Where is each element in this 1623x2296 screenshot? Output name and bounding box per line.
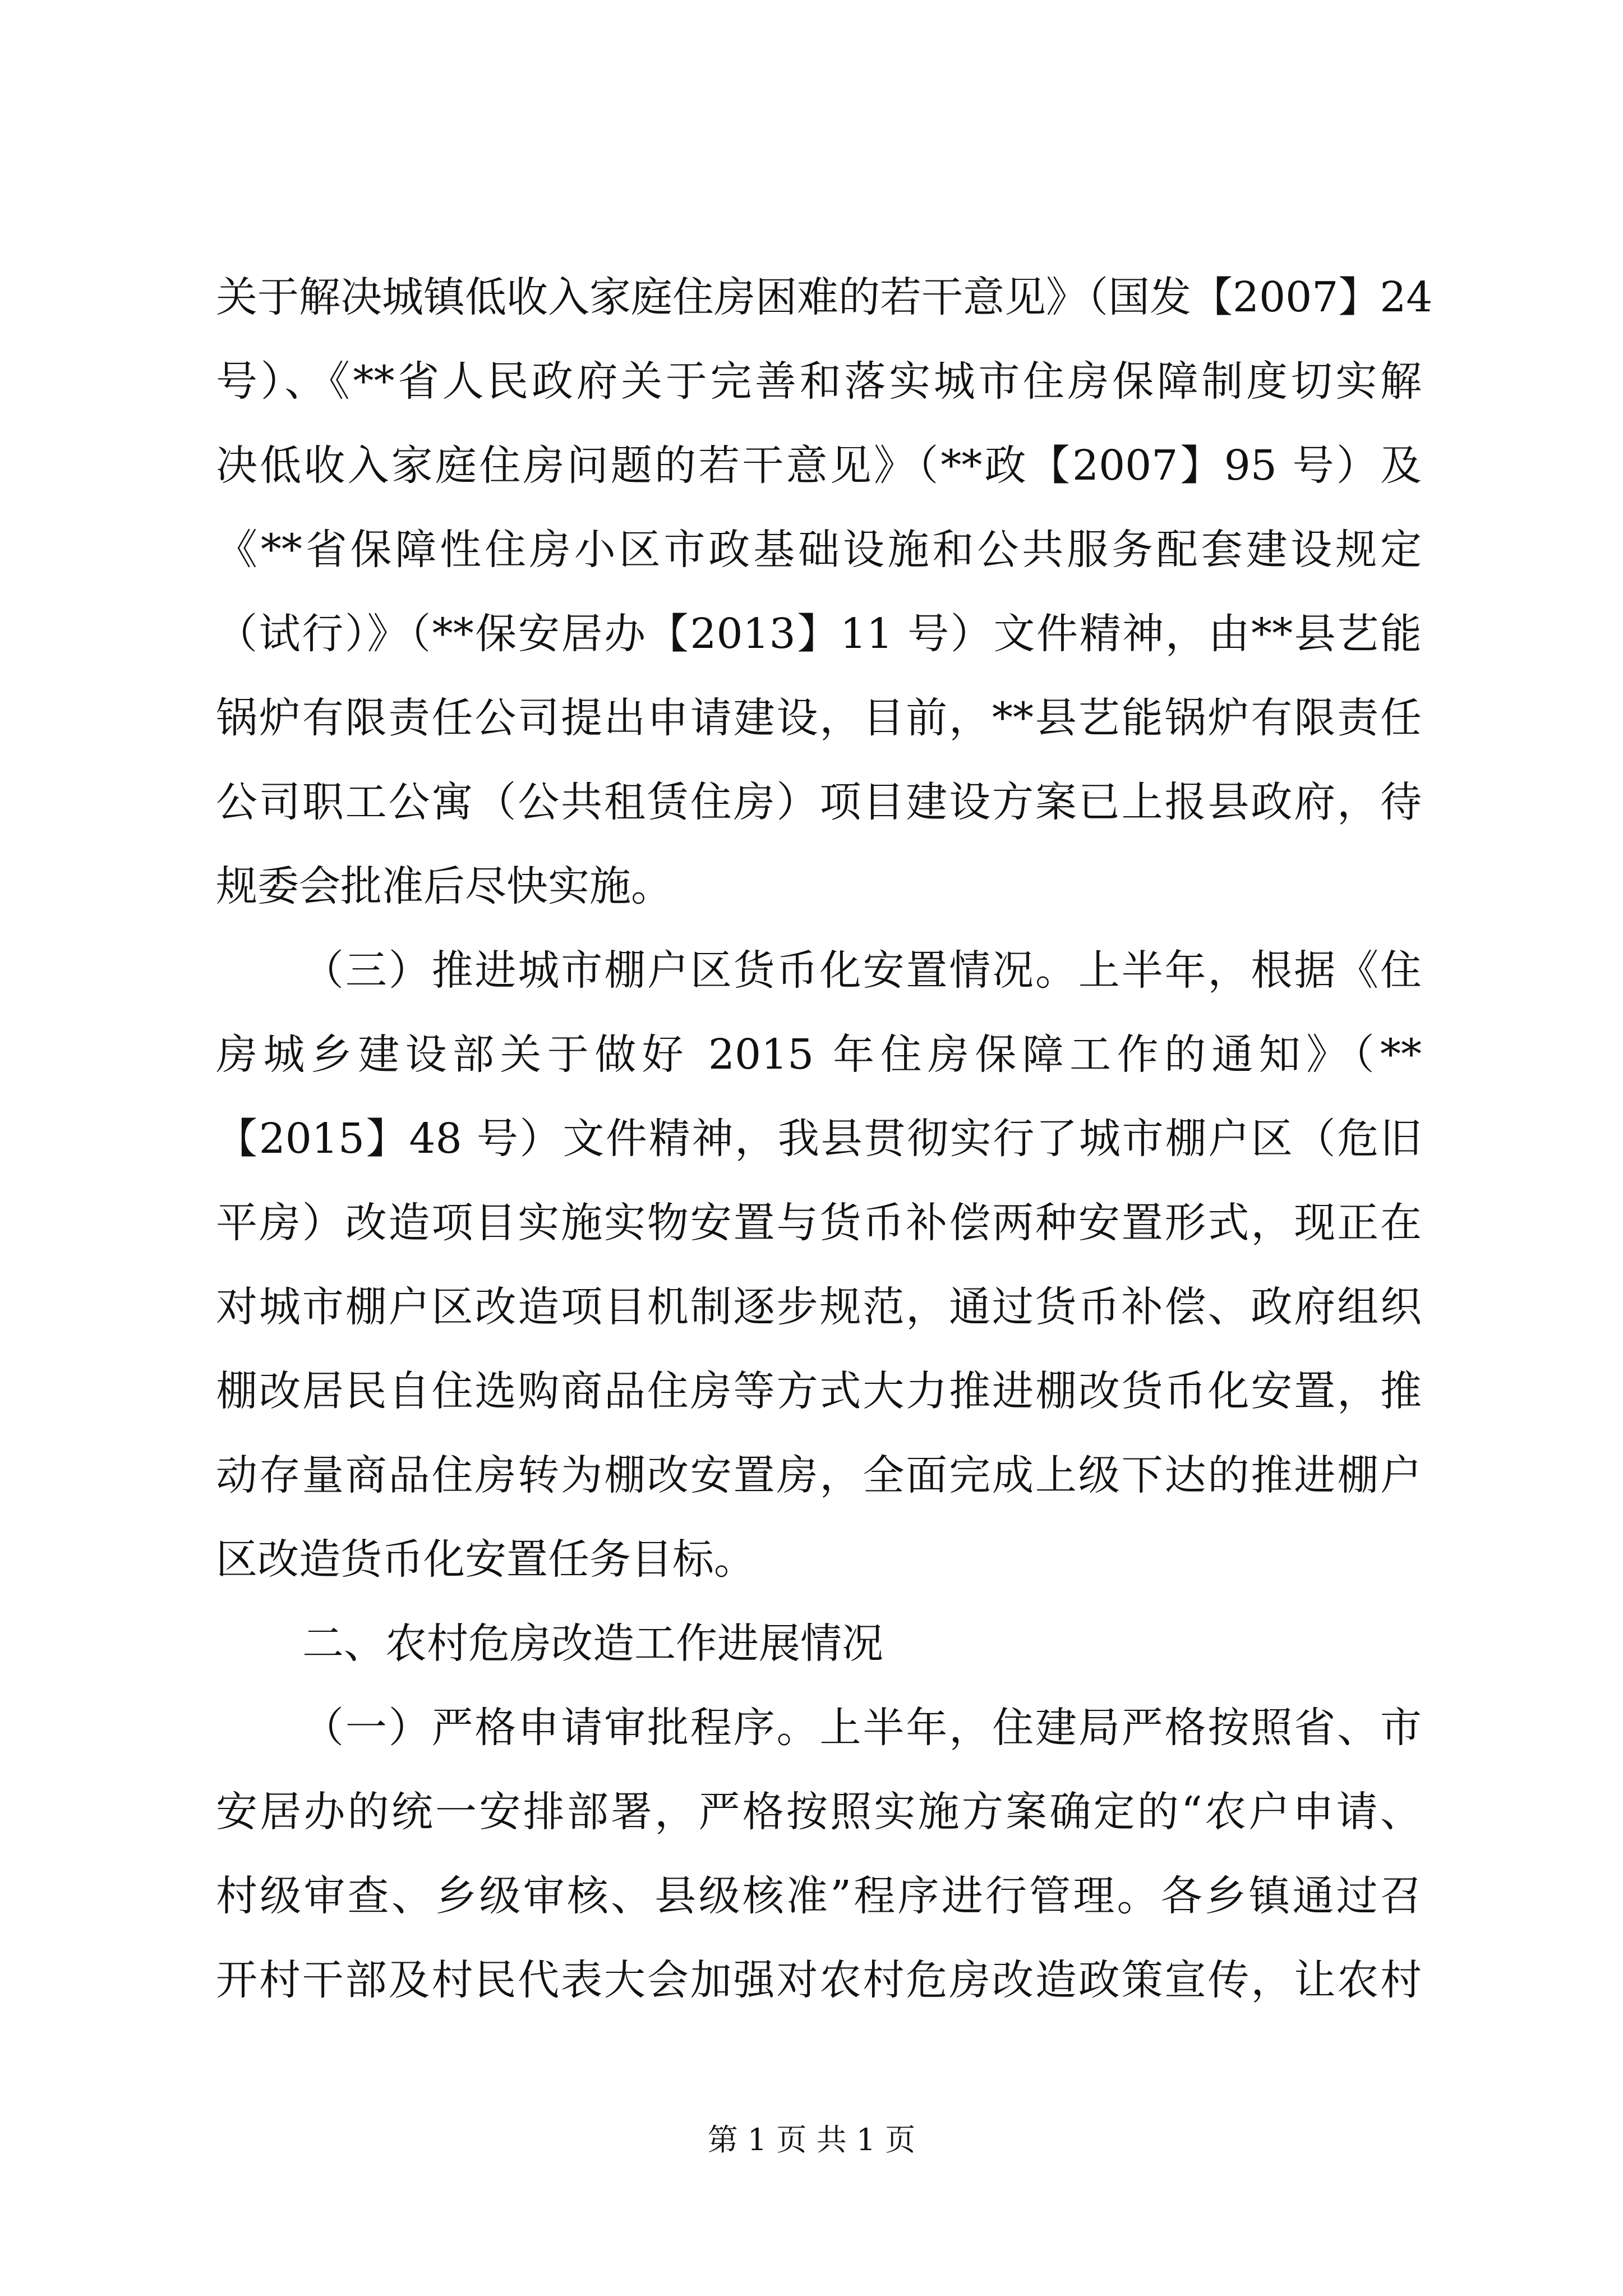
text-line-4: 《**省保障性住房小区市政基础设施和公共服务配套建设规定	[216, 526, 1422, 574]
text-line-14: 棚改居民自住选购商品住房等方式大力推进棚改货币化安置，推	[216, 1367, 1422, 1415]
page-footer: 第 1 页 共 1 页	[707, 2122, 916, 2157]
text-line-3: 决低收入家庭住房问题的若干意见》（**政【2007】95 号）及	[216, 441, 1422, 490]
text-line-21: 开村干部及村民代表大会加强对农村危房改造政策宣传，让农村	[216, 1956, 1422, 2004]
text-line-10: 房城乡建设部关于做好 2015 年住房保障工作的通知》（**	[216, 1030, 1422, 1079]
text-line-15: 动存量商品住房转为棚改安置房，全面完成上级下达的推进棚户	[216, 1451, 1422, 1499]
text-line-6: 锅炉有限责任公司提出申请建设，目前，**县艺能锅炉有限责任	[216, 694, 1422, 742]
text-line-1: 关于解决城镇低收入家庭住房困难的若干意见》（国发【2007】24	[216, 273, 1433, 321]
text-line-13: 对城市棚户区改造项目机制逐步规范，通过货币补偿、政府组织	[216, 1283, 1422, 1331]
text-line-2: 号）、《**省人民政府关于完善和落实城市住房保障制度切实解	[216, 357, 1422, 406]
text-line-16: 区改造货币化安置任务目标。	[216, 1535, 755, 1584]
text-line-12: 平房）改造项目实施实物安置与货币补偿两种安置形式，现正在	[216, 1199, 1422, 1247]
text-line-18: （一）严格申请审批程序。上半年，住建局严格按照省、市	[302, 1704, 1422, 1752]
section-heading: 二、农村危房改造工作进展情况	[302, 1619, 883, 1668]
text-line-19: 安居办的统一安排部署，严格按照实施方案确定的“农户申请、	[216, 1788, 1422, 1836]
text-line-11: 【2015】48 号）文件精神，我县贯彻实行了城市棚户区（危旧	[216, 1115, 1422, 1163]
text-line-8: 规委会批准后尽快实施。	[216, 862, 672, 910]
text-line-5: （试行）》（**保安居办【2013】11 号）文件精神，由**县艺能	[216, 610, 1422, 658]
text-line-9: （三）推进城市棚户区货币化安置情况。上半年，根据《住	[302, 946, 1422, 995]
text-line-7: 公司职工公寓（公共租赁住房）项目建设方案已上报县政府，待	[216, 778, 1422, 826]
text-line-20: 村级审查、乡级审核、县级核准”程序进行管理。各乡镇通过召	[216, 1872, 1422, 1920]
